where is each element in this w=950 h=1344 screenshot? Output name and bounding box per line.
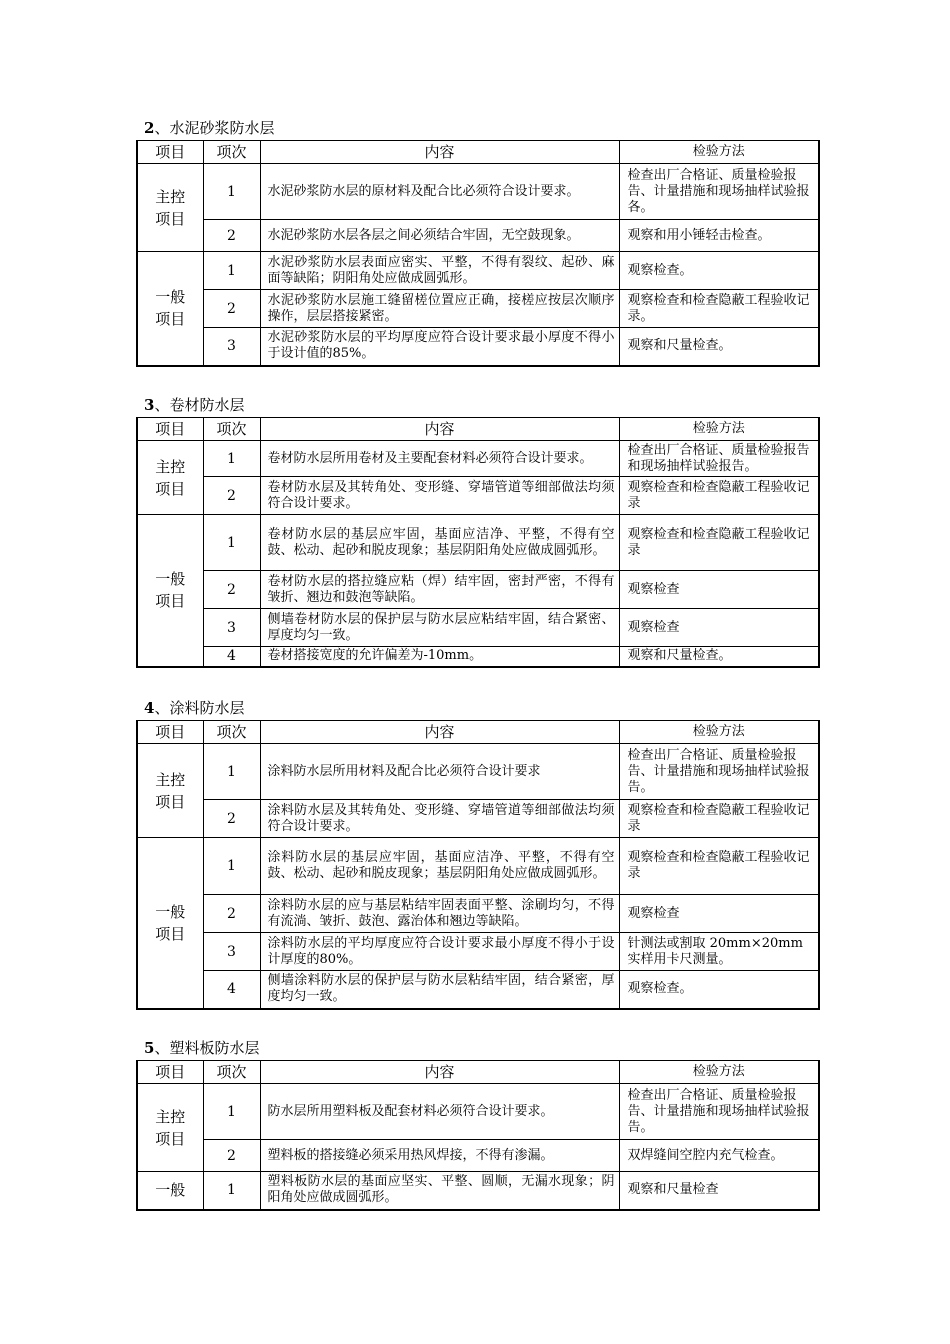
item-method: 观察和尺量检查。 <box>619 647 819 667</box>
item-index: 1 <box>203 441 260 477</box>
section-number: 4 <box>144 699 155 717</box>
header-index: 项次 <box>203 1061 260 1084</box>
inspection-table <box>136 720 820 1010</box>
header-content: 内容 <box>260 418 619 441</box>
section-number: 2 <box>144 119 155 137</box>
item-method: 观察检查和检查隐蔽工程验收记录 <box>619 477 819 515</box>
item-content: 卷材防水层的基层应牢固，基面应洁净、平整，不得有空鼓、松动、起砂和脱皮现象；基层阴阳角处应做成圆弧形。 <box>260 515 619 571</box>
item-content: 涂料防水层所用材料及配合比必须符合设计要求 <box>260 744 619 800</box>
item-content: 防水层所用塑料板及配套材料必须符合设计要求。 <box>260 1084 619 1140</box>
item-content: 水泥砂浆防水层的原材料及配合比必须符合设计要求。 <box>260 164 619 220</box>
item-index: 1 <box>203 1172 260 1210</box>
item-index: 3 <box>203 328 260 366</box>
item-content: 涂料防水层的应与基层粘结牢固表面平整、涂刷均匀，不得有流淌、皱折、鼓泡、露治体和翘边等缺陷。 <box>260 895 619 933</box>
item-method: 观察检查 <box>619 895 819 933</box>
item-content: 水泥砂浆防水层的平均厚度应符合设计要求最小厚度不得小于设计值的85%。 <box>260 328 619 366</box>
item-content: 水泥砂浆防水层表面应密实、平整，不得有裂纹、起砂、麻面等缺陷；阴阳角处应做成圆弧形。 <box>260 252 619 290</box>
category-main-control: 主控 项目 <box>137 1084 203 1172</box>
item-method: 检查出厂合格证、质量检验报告、计量措施和现场抽样试验报告。 <box>619 744 819 800</box>
item-method: 观察和尺量检查 <box>619 1172 819 1210</box>
item-method: 观察检查和检查隐蔽工程验收记录 <box>619 515 819 571</box>
header-method: 检验方法 <box>619 418 819 441</box>
section-number: 5 <box>144 1039 155 1057</box>
item-method: 观察检查 <box>619 609 819 647</box>
header-content: 内容 <box>260 141 619 164</box>
item-method: 检查出厂合格证、质量检验报告和现场抽样试验报告。 <box>619 441 819 477</box>
item-index: 2 <box>203 290 260 328</box>
inspection-table <box>136 1060 820 1211</box>
item-index: 2 <box>203 477 260 515</box>
item-content: 涂料防水层的平均厚度应符合设计要求最小厚度不得小于设计厚度的80%。 <box>260 933 619 971</box>
header-category: 项目 <box>137 721 203 744</box>
header-method: 检验方法 <box>619 141 819 164</box>
item-method: 观察检查。 <box>619 971 819 1009</box>
header-content: 内容 <box>260 721 619 744</box>
section-title-text: 、卷材防水层 <box>154 396 245 414</box>
item-content: 塑料板的搭接缝必须采用热风焊接，不得有渗漏。 <box>260 1140 619 1172</box>
section-number: 3 <box>144 396 155 414</box>
item-index: 1 <box>203 164 260 220</box>
item-index: 2 <box>203 571 260 609</box>
item-index: 2 <box>203 1140 260 1172</box>
category-general: 一般 项目 <box>137 515 203 667</box>
category-general: 一般 项目 <box>137 252 203 366</box>
item-index: 1 <box>203 838 260 895</box>
item-method: 检查出厂合格证、质量检验报告、计量措施和现场抽样试验报告。 <box>619 1084 819 1140</box>
header-index: 项次 <box>203 141 260 164</box>
header-category: 项目 <box>137 1061 203 1084</box>
item-index: 4 <box>203 971 260 1009</box>
item-index: 1 <box>203 744 260 800</box>
item-method: 观察检查 <box>619 571 819 609</box>
section-title-text: 、涂料防水层 <box>154 699 245 717</box>
header-index: 项次 <box>203 721 260 744</box>
section-title-text: 、塑料板防水层 <box>154 1039 260 1057</box>
item-index: 1 <box>203 515 260 571</box>
section-title-text: 、水泥砂浆防水层 <box>154 119 275 137</box>
item-method: 观察检查。 <box>619 252 819 290</box>
item-index: 3 <box>203 609 260 647</box>
item-content: 侧墙涂料防水层的保护层与防水层粘结牢固，结合紧密，厚度均匀一致。 <box>260 971 619 1009</box>
inspection-table <box>136 140 820 367</box>
item-index: 2 <box>203 220 260 252</box>
header-method: 检验方法 <box>619 721 819 744</box>
item-index: 2 <box>203 895 260 933</box>
item-index: 2 <box>203 800 260 838</box>
item-content: 卷材搭接宽度的允许偏差为-10mm。 <box>260 647 619 667</box>
item-index: 4 <box>203 647 260 667</box>
item-content: 水泥砂浆防水层各层之间必须结合牢固，无空鼓现象。 <box>260 220 619 252</box>
item-index: 3 <box>203 933 260 971</box>
section-title <box>144 699 244 717</box>
category-main-control: 主控 项目 <box>137 441 203 515</box>
section-title <box>144 396 244 414</box>
header-content: 内容 <box>260 1061 619 1084</box>
category-general: 一般 项目 <box>137 838 203 1009</box>
item-method: 检查出厂合格证、质量检验报告、计量措施和现场抽样试验报各。 <box>619 164 819 220</box>
category-general: 一般 <box>137 1172 203 1210</box>
item-content: 水泥砂浆防水层施工缝留槎位置应正确，接槎应按层次顺序操作，层层搭接紧密。 <box>260 290 619 328</box>
category-main-control: 主控 项目 <box>137 744 203 838</box>
item-content: 卷材防水层所用卷材及主要配套材料必须符合设计要求。 <box>260 441 619 477</box>
item-content: 涂料防水层的基层应牢固，基面应洁净、平整，不得有空鼓、松动、起砂和脱皮现象；基层阴阳角处应做成圆弧形。 <box>260 838 619 895</box>
section-title <box>144 119 274 137</box>
item-method: 观察和尺量检查。 <box>619 328 819 366</box>
item-content: 侧墙卷材防水层的保护层与防水层应粘结牢固，结合紧密、厚度均匀一致。 <box>260 609 619 647</box>
item-content: 塑料板防水层的基面应坚实、平整、圆顺，无漏水现象；阴阳角处应做成圆弧形。 <box>260 1172 619 1210</box>
item-method: 双焊缝间空腔内充气检查。 <box>619 1140 819 1172</box>
item-index: 1 <box>203 252 260 290</box>
item-method: 观察检查和检查隐蔽工程验收记录 <box>619 838 819 895</box>
header-category: 项目 <box>137 141 203 164</box>
header-index: 项次 <box>203 418 260 441</box>
header-method: 检验方法 <box>619 1061 819 1084</box>
inspection-table <box>136 417 820 668</box>
category-main-control: 主控 项目 <box>137 164 203 252</box>
item-method: 观察和用小锤轻击检查。 <box>619 220 819 252</box>
section-title <box>144 1039 259 1057</box>
item-content: 卷材防水层的搭拉缝应粘（焊）结牢固，密封严密，不得有皱折、翘边和鼓泡等缺陷。 <box>260 571 619 609</box>
item-index: 1 <box>203 1084 260 1140</box>
item-method: 观察检查和检查隐蔽工程验收记录。 <box>619 290 819 328</box>
item-method: 针测法或割取 20mm×20mm 实样用卡尺测量。 <box>619 933 819 971</box>
item-method: 观察检查和检查隐蔽工程验收记录 <box>619 800 819 838</box>
item-content: 涂料防水层及其转角处、变形缝、穿墙管道等细部做法均须符合设计要求。 <box>260 800 619 838</box>
item-content: 卷材防水层及其转角处、变形缝、穿墙管道等细部做法均须符合设计要求。 <box>260 477 619 515</box>
header-category: 项目 <box>137 418 203 441</box>
